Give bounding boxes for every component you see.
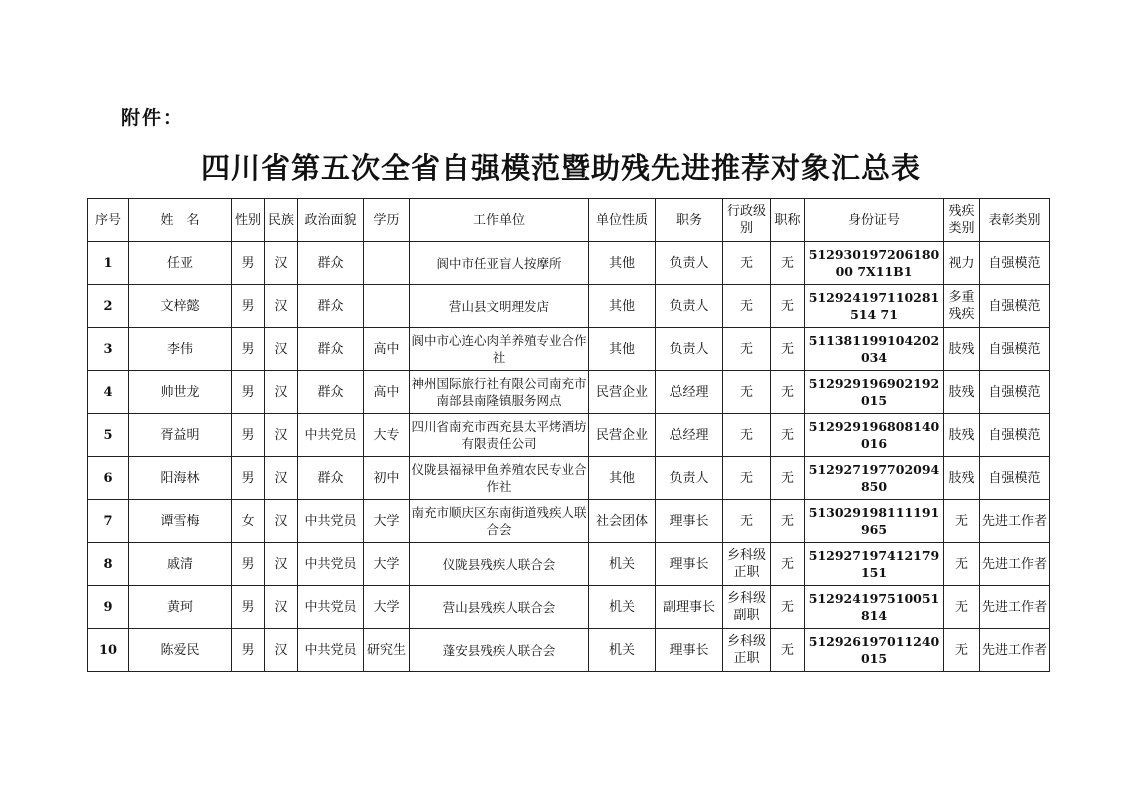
- table-row: [88, 414, 1050, 457]
- cell-gender: 男: [232, 414, 265, 457]
- cell-work-unit: 阆中市心连心肉羊养殖专业合作社: [410, 328, 589, 371]
- cell-no: 8: [88, 543, 129, 586]
- cell-position: 负责人: [656, 242, 723, 285]
- cell-education: [364, 242, 410, 285]
- cell-award-type: 自强模范: [980, 414, 1050, 457]
- header-ethnicity: 民族: [265, 199, 298, 242]
- cell-position: 理事长: [656, 629, 723, 672]
- cell-position: 副理事长: [656, 586, 723, 629]
- cell-id-number: 512926197011240015: [805, 629, 944, 672]
- cell-id-number: 512927197412179151: [805, 543, 944, 586]
- cell-admin-level: 无: [723, 328, 771, 371]
- cell-disability-type: 肢残: [944, 371, 980, 414]
- cell-education: 大学: [364, 543, 410, 586]
- header-political-status: 政治面貌: [298, 199, 364, 242]
- cell-no: 2: [88, 285, 129, 328]
- cell-id-number: 512929196902192015: [805, 371, 944, 414]
- cell-name: 戚清: [129, 543, 232, 586]
- cell-gender: 男: [232, 543, 265, 586]
- cell-title-rank: 无: [771, 371, 805, 414]
- cell-disability-type: 肢残: [944, 457, 980, 500]
- cell-award-type: 先进工作者: [980, 586, 1050, 629]
- table-row: [88, 371, 1050, 414]
- cell-unit-type: 其他: [589, 457, 656, 500]
- cell-admin-level: 无: [723, 371, 771, 414]
- cell-political-status: 中共党员: [298, 586, 364, 629]
- cell-no: 10: [88, 629, 129, 672]
- cell-work-unit: 蓬安县残疾人联合会: [410, 629, 589, 672]
- cell-position: 理事长: [656, 500, 723, 543]
- cell-disability-type: 无: [944, 586, 980, 629]
- table-row: [88, 500, 1050, 543]
- cell-political-status: 群众: [298, 285, 364, 328]
- cell-position: 总经理: [656, 414, 723, 457]
- cell-political-status: 中共党员: [298, 500, 364, 543]
- cell-education: 大学: [364, 500, 410, 543]
- header-position: 职务: [656, 199, 723, 242]
- cell-gender: 男: [232, 586, 265, 629]
- cell-title-rank: 无: [771, 285, 805, 328]
- cell-gender: 男: [232, 629, 265, 672]
- cell-work-unit: 营山县残疾人联合会: [410, 586, 589, 629]
- cell-unit-type: 其他: [589, 242, 656, 285]
- cell-award-type: 先进工作者: [980, 543, 1050, 586]
- table-row: [88, 629, 1050, 672]
- cell-education: 大专: [364, 414, 410, 457]
- cell-work-unit: 南充市顺庆区东南街道残疾人联合会: [410, 500, 589, 543]
- cell-id-number: 51293019720618000 7X11B1: [805, 242, 944, 285]
- cell-disability-type: 肢残: [944, 414, 980, 457]
- cell-unit-type: 其他: [589, 328, 656, 371]
- cell-disability-type: 无: [944, 500, 980, 543]
- cell-disability-type: 视力: [944, 242, 980, 285]
- cell-ethnicity: 汉: [265, 543, 298, 586]
- cell-admin-level: 乡科级正职: [723, 543, 771, 586]
- cell-position: 负责人: [656, 328, 723, 371]
- cell-position: 负责人: [656, 457, 723, 500]
- header-admin-level: 行政级别: [723, 199, 771, 242]
- cell-title-rank: 无: [771, 543, 805, 586]
- header-disability-type: 残疾类别: [944, 199, 980, 242]
- cell-id-number: 513029198111191965: [805, 500, 944, 543]
- cell-gender: 男: [232, 285, 265, 328]
- header-title-rank: 职称: [771, 199, 805, 242]
- cell-id-number: 512927197702094850: [805, 457, 944, 500]
- header-education: 学历: [364, 199, 410, 242]
- cell-title-rank: 无: [771, 586, 805, 629]
- cell-political-status: 中共党员: [298, 414, 364, 457]
- cell-name: 黄珂: [129, 586, 232, 629]
- cell-ethnicity: 汉: [265, 457, 298, 500]
- cell-id-number: 512924197510051814: [805, 586, 944, 629]
- table-row: [88, 285, 1050, 328]
- cell-gender: 女: [232, 500, 265, 543]
- cell-gender: 男: [232, 457, 265, 500]
- cell-political-status: 群众: [298, 457, 364, 500]
- cell-admin-level: 无: [723, 414, 771, 457]
- cell-admin-level: 无: [723, 500, 771, 543]
- cell-ethnicity: 汉: [265, 285, 298, 328]
- cell-name: 陈爱民: [129, 629, 232, 672]
- header-work-unit: 工作单位: [410, 199, 589, 242]
- cell-disability-type: 肢残: [944, 328, 980, 371]
- cell-work-unit: 仪陇县残疾人联合会: [410, 543, 589, 586]
- cell-political-status: 中共党员: [298, 629, 364, 672]
- cell-title-rank: 无: [771, 629, 805, 672]
- cell-no: 9: [88, 586, 129, 629]
- cell-name: 胥益明: [129, 414, 232, 457]
- cell-name: 谭雪梅: [129, 500, 232, 543]
- cell-award-type: 自强模范: [980, 457, 1050, 500]
- cell-education: [364, 285, 410, 328]
- cell-name: 李伟: [129, 328, 232, 371]
- header-no: 序号: [88, 199, 129, 242]
- cell-title-rank: 无: [771, 242, 805, 285]
- cell-no: 4: [88, 371, 129, 414]
- cell-name: 帅世龙: [129, 371, 232, 414]
- header-unit-type: 单位性质: [589, 199, 656, 242]
- cell-no: 1: [88, 242, 129, 285]
- cell-work-unit: 四川省南充市西充县太平烤酒坊有限责任公司: [410, 414, 589, 457]
- cell-unit-type: 其他: [589, 285, 656, 328]
- cell-id-number: 512929196808140016: [805, 414, 944, 457]
- table-row: [88, 328, 1050, 371]
- cell-award-type: 自强模范: [980, 328, 1050, 371]
- cell-gender: 男: [232, 242, 265, 285]
- cell-position: 理事长: [656, 543, 723, 586]
- cell-gender: 男: [232, 371, 265, 414]
- cell-award-type: 自强模范: [980, 285, 1050, 328]
- table-row: [88, 586, 1050, 629]
- cell-education: 大学: [364, 586, 410, 629]
- cell-name: 文梓懿: [129, 285, 232, 328]
- header-award-type: 表彰类别: [980, 199, 1050, 242]
- cell-disability-type: 多重残疾: [944, 285, 980, 328]
- cell-award-type: 先进工作者: [980, 500, 1050, 543]
- cell-no: 5: [88, 414, 129, 457]
- cell-award-type: 先进工作者: [980, 629, 1050, 672]
- cell-disability-type: 无: [944, 629, 980, 672]
- cell-political-status: 群众: [298, 242, 364, 285]
- cell-id-number: 511381199104202034: [805, 328, 944, 371]
- table-row: [88, 457, 1050, 500]
- cell-ethnicity: 汉: [265, 242, 298, 285]
- cell-education: 研究生: [364, 629, 410, 672]
- header-gender: 性别: [232, 199, 265, 242]
- cell-title-rank: 无: [771, 414, 805, 457]
- summary-table: [87, 198, 1050, 672]
- cell-no: 7: [88, 500, 129, 543]
- cell-ethnicity: 汉: [265, 414, 298, 457]
- table-body: [88, 242, 1050, 672]
- table-row: [88, 543, 1050, 586]
- cell-title-rank: 无: [771, 500, 805, 543]
- cell-position: 负责人: [656, 285, 723, 328]
- cell-political-status: 群众: [298, 328, 364, 371]
- header-name: 姓 名: [129, 199, 232, 242]
- cell-ethnicity: 汉: [265, 371, 298, 414]
- cell-name: 阳海林: [129, 457, 232, 500]
- cell-admin-level: 乡科级副职: [723, 586, 771, 629]
- cell-political-status: 群众: [298, 371, 364, 414]
- cell-admin-level: 无: [723, 457, 771, 500]
- cell-no: 3: [88, 328, 129, 371]
- cell-gender: 男: [232, 328, 265, 371]
- cell-work-unit: 神州国际旅行社有限公司南充市南部县南隆镇服务网点: [410, 371, 589, 414]
- cell-ethnicity: 汉: [265, 586, 298, 629]
- cell-id-number: 512924197110281514 71: [805, 285, 944, 328]
- table-header-row: [88, 199, 1050, 242]
- cell-title-rank: 无: [771, 328, 805, 371]
- cell-name: 任亚: [129, 242, 232, 285]
- cell-political-status: 中共党员: [298, 543, 364, 586]
- cell-unit-type: 机关: [589, 586, 656, 629]
- cell-education: 初中: [364, 457, 410, 500]
- cell-education: 高中: [364, 371, 410, 414]
- table-row: [88, 242, 1050, 285]
- cell-unit-type: 机关: [589, 543, 656, 586]
- cell-admin-level: 无: [723, 242, 771, 285]
- attachment-label: 附件：: [121, 107, 185, 129]
- cell-admin-level: 无: [723, 285, 771, 328]
- cell-position: 总经理: [656, 371, 723, 414]
- cell-title-rank: 无: [771, 457, 805, 500]
- cell-admin-level: 乡科级正职: [723, 629, 771, 672]
- cell-ethnicity: 汉: [265, 500, 298, 543]
- document-title: 四川省第五次全省自强模范暨助残先进推荐对象汇总表: [200, 151, 921, 185]
- cell-education: 高中: [364, 328, 410, 371]
- cell-no: 6: [88, 457, 129, 500]
- cell-award-type: 自强模范: [980, 371, 1050, 414]
- cell-ethnicity: 汉: [265, 629, 298, 672]
- header-id-number: 身份证号: [805, 199, 944, 242]
- cell-ethnicity: 汉: [265, 328, 298, 371]
- cell-work-unit: 营山县文明理发店: [410, 285, 589, 328]
- cell-work-unit: 阆中市任亚盲人按摩所: [410, 242, 589, 285]
- cell-unit-type: 机关: [589, 629, 656, 672]
- cell-unit-type: 民营企业: [589, 371, 656, 414]
- cell-award-type: 自强模范: [980, 242, 1050, 285]
- cell-disability-type: 无: [944, 543, 980, 586]
- cell-work-unit: 仪陇县福禄甲鱼养殖农民专业合作社: [410, 457, 589, 500]
- cell-unit-type: 社会团体: [589, 500, 656, 543]
- cell-unit-type: 民营企业: [589, 414, 656, 457]
